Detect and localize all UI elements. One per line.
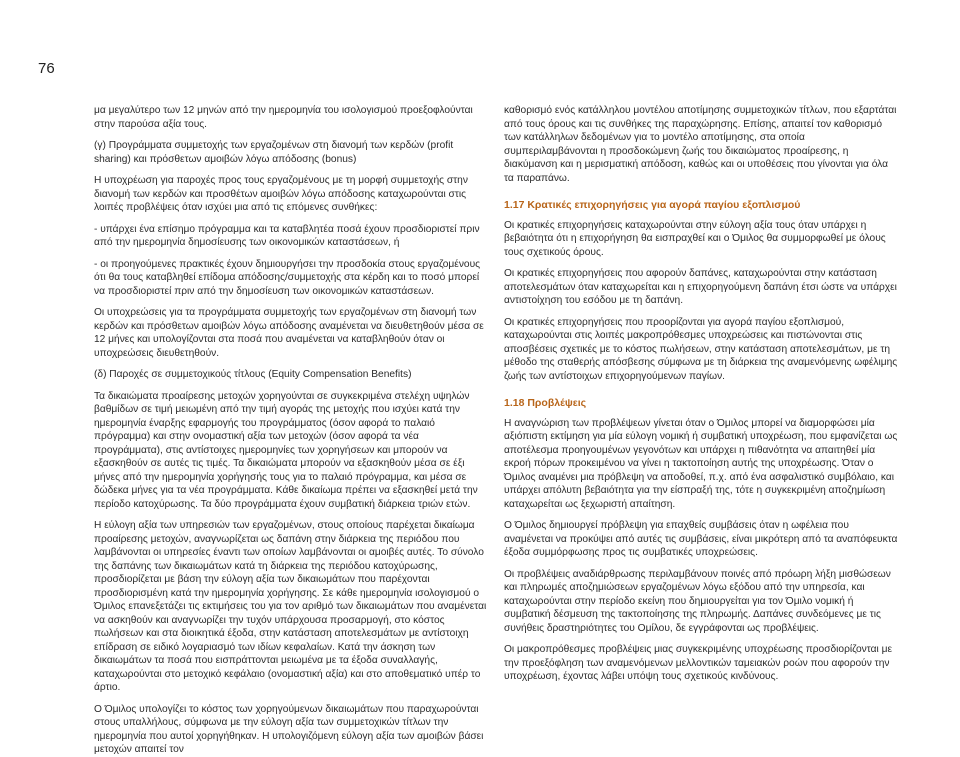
paragraph: Τα δικαιώματα προαίρεσης μετοχών χορηγούνται σε συγκεκριμένα στελέχη υψηλών βαθμίδων σε τιμή μειωμένη από την τιμή αγοράς της μετοχής που ισχύει κατά την ημερομηνία έναρξης εφαρμογής του προγράμματος (όσον αφορά το παλαιό πρόγραμμα) και στην ονομαστική αξία των μετοχών (όσον αφορά τα νέα προγράμματα), στις αντίστοιχες ημερομηνίες των χορηγήσεων και μπορούν να εξασκηθούν σε αυτές τις τιμές. Τα δικαιώματα μπορούν να εξασκηθούν μέσα σε έξι μήνες από την ημερομηνία χορήγησής τους για το παλαιό πρόγραμμα, και μέσα σε δώδεκα μήνες για τα νέα προγράμματα. Κάθε δικαίωμα πρέπει να εξασκηθεί μετά την περίοδο κατοχύρωσης. Τα δύο προγράμματα έχουν συμβατική διάρκεια τριών ετών. (94, 390, 478, 510)
list-item: - υπάρχει ένα επίσημο πρόγραμμα και τα καταβλητέα ποσά έχουν προσδιοριστεί πριν από την ημερομηνία δημοσίευσης των οικονομικών καταστάσεων, ή (94, 223, 480, 248)
paragraph: Οι μακροπρόθεσμες προβλέψεις μιας συγκεκριμένης υποχρέωσης προσδιορίζονται με την προεξόφληση των αναμενόμενων μελλοντικών ταμειακών ροών που αφορούν την υποχρέωση, έχοντας λάβει υπόψη τους σχετικούς κινδύνους. (504, 644, 892, 682)
right-column (504, 104, 900, 682)
paragraph: μα μεγαλύτερο των 12 μηνών από την ημερομηνία του ισολογισμού προεξοφλούνται στην παρούσα αξία τους. (94, 105, 473, 130)
paragraph: Οι κρατικές επιχορηγήσεις που αφορούν δαπάνες, καταχωρούνται στην κατάσταση αποτελεσμάτων όταν καταχωρείται και η επιχορηγούμενη δαπάνη έτσι ώστε να υπάρχει αντιστοίχηση του εσόδου με τη δαπάνη. (504, 268, 897, 306)
page-number: 76 (38, 60, 55, 77)
subsection-heading: (δ) Παροχές σε συμμετοχικούς τίτλους (Equity Compensation Benefits) (94, 369, 412, 380)
paragraph: Η υποχρέωση για παροχές προς τους εργαζομένους με τη μορφή συμμετοχής στην διανομή των κερδών και προσθέτων αμοιβών λόγω απόδοσης καταχωρούνται στις λοιπές προβλέψεις όταν ισχύει μια από τις επόμενες συνθήκες: (94, 175, 468, 213)
subsection-heading: (γ) Προγράμματα συμμετοχής των εργαζομένων στη διανομή των κερδών (profit sharing) και πρόσθετων αμοιβών λόγω απόδοσης (bonus) (94, 140, 454, 165)
paragraph: Οι προβλέψεις αναδιάρθρωσης περιλαμβάνουν ποινές από πρόωρη λήξη μισθώσεων και πληρωμές αποζημιώσεων εργαζομένων λόγω εξόδου από την υπηρεσία, και καταχωρούνται στην περίοδο εκείνη που δημιουργείται για τον Όμιλο νομική ή συμβατική δέσμευση της τακτοποίησης της πληρωμής. Δαπάνες συνδεόμενες με τις συνήθεις δραστηριότητες του Ομίλου, δε εγγράφονται ως προβλέψεις. (504, 568, 891, 634)
paragraph: καθορισμό ενός κατάλληλου μοντέλου αποτίμησης συμμετοχικών τίτλων, που εξαρτάται από τους όρους και τις συνθήκες της παραχώρησης. Επίσης, απαιτεί τον καθορισμό των κατάλληλων δεδομένων για το μοντέλο αποτίμησης, στα οποία συμπεριλαμβάνονται η προσδοκώμενη ζωής του δικαιώματος προαίρεσης, η διακύμανση και η μερισματική απόδοση, καθώς και οι υποθέσεις που γίνονται για όλα τα παραπάνω. (504, 105, 897, 184)
paragraph: Η εύλογη αξία των υπηρεσιών των εργαζομένων, στους οποίους παρέχεται δικαίωμα προαίρεσης μετοχών, αναγνωρίζεται ως δαπάνη στην διάρκεια της περιόδου που λαμβάνονται οι υπηρεσίες έναντι των οποίων λαμβάνονται οι αμοιβές αυτές. Το σύνολο της δαπάνης των δικαιωμάτων κατά τη διάρκεια της περιόδου κατοχύρωσης, προσδιορίζεται με βάση την εύλογη αξία των δικαιωμάτων που παρέχονται προσδιορισμένη κατά την ημερομηνία χορήγησης. Σε κάθε ημερομηνία ισολογισμού ο Όμιλος επανεξετάζει τις εκτιμήσεις του για τον αριθμό των δικαιωμάτων που αναμένεται να ασκηθούν και αναγνωρίζει την τυχόν υπάρχουσα προσαρμογή, στο κόστος πωλήσεων και στα διοικητικά έξοδα, στην κατάσταση αποτελεσμάτων με αντίστοιχη επίδραση σε ειδικό λογαριασμό των ιδίων κεφαλαίων. Κατά την άσκηση των δικαιωμάτων τα ποσά που εισπράττονται μειωμένα με τα έξοδα συναλλαγής, καταχωρούνται στο μετοχικό κεφάλαιο (ονομαστική αξία) και στο αποθεματικό υπέρ το άρτιο. (94, 520, 487, 693)
paragraph: Ο Όμιλος υπολογίζει το κόστος των χορηγούμενων δικαιωμάτων που παραχωρούνται στους υπαλλήλους, σύμφωνα με την εύλογη αξία των συμμετοχικών τίτλων την ημερομηνία που αυτοί χορηγήθηκαν. Η υπολογιζόμενη εύλογη αξία των αμοιβών βάσει μετοχών απαιτεί τον (94, 703, 484, 755)
section-heading-1-18: 1.18 Προβλέψεις (504, 397, 587, 409)
paragraph: Η αναγνώριση των προβλέψεων γίνεται όταν ο Όμιλος μπορεί να διαμορφώσει μία αξιόπιστη εκτίμηση για μία εύλογη νομική ή συμβατική υποχρέωση, που εμφανίζεται ως αποτέλεσμα προηγουμένων γεγονότων και υπάρχει η πιθανότητα να απαιτηθεί μία εκροή πόρων προκειμένου να γίνει η τακτοποίηση αυτής της υποχρέωσης. Όταν ο Όμιλος αναμένει μια πρόβλεψη να αποδοθεί, π.χ. από ένα ασφαλιστικό συμβόλαιο, και υπάρχει απόλυτη βεβαιότητα για την είσπραξή της, τότε η συγκεκριμένη αποζημίωση καταχωρείται ως ξεχωριστή απαίτηση. (504, 417, 898, 510)
paragraph: Ο Όμιλος δημιουργεί πρόβλεψη για επαχθείς συμβάσεις όταν η ωφέλεια που αναμένεται να προκύψει από αυτές τις συμβάσεις, είναι μικρότερη από τα αναπόφευκτα έξοδα συμμόρφωσης προς τις συμβατικές υποχρεώσεις. (504, 520, 898, 558)
list-item: - οι προηγούμενες πρακτικές έχουν δημιουργήσει την προσδοκία στους εργαζομένους ότι θα τους καταβληθεί επίδομα απόδοσης/συμμετοχής στα κέρδη και το ποσό μπορεί να προσδιοριστεί πριν από την δημοσίευση των οικονομικών καταστάσεων. (94, 258, 481, 297)
section-heading-1-17: 1.17 Κρατικές επιχορηγήσεις για αγορά παγίου εξοπλισμού (504, 199, 801, 211)
paragraph: Οι υποχρεώσεις για τα προγράμματα συμμετοχής των εργαζομένων στη διανομή των κερδών και πρόσθετων αμοιβών λόγω απόδοσης αναμένεται να διευθετηθούν μέσα σε 12 μήνες και υπολογίζονται στα ποσά που αναμένεται να καταβληθούν όταν οι υποχρεώσεις διευθετηθούν. (94, 307, 484, 359)
paragraph: Οι κρατικές επιχορηγήσεις που προορίζονται για αγορά παγίου εξοπλισμού, καταχωρούνται στις λοιπές μακροπρόθεσμες υποχρεώσεις και πιστώνονται στις αποσβέσεις σχετικές με το κόστος πωλήσεων, στην κατάσταση αποτελεσμάτων, με τη μέθοδο της σταθερής απόσβεσης σύμφωνα με τη διάρκεια της αναμενόμενης ωφέλιμης ζωής των αντίστοιχων επιχορηγούμενων παγίων. (504, 316, 898, 382)
paragraph: Οι κρατικές επιχορηγήσεις καταχωρούνται στην εύλογη αξία τους όταν υπάρχει η βεβαιότητα ότι η επιχορήγηση θα εισπραχθεί και ο Όμιλος θα συμμορφωθεί με όλους τους σχετικούς όρους. (504, 219, 886, 258)
left-column (94, 104, 490, 755)
